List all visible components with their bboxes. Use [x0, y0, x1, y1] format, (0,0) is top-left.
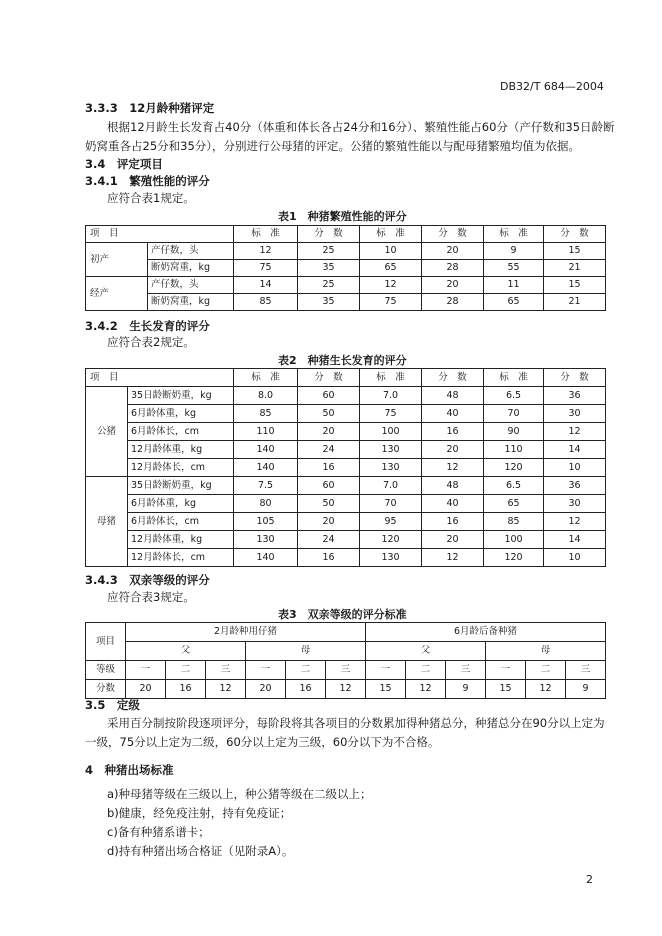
table-cell: 80	[234, 495, 298, 513]
table-cell: 70	[484, 405, 544, 423]
table-cell: 20	[422, 243, 484, 260]
table-header-cell: 分 数	[422, 369, 484, 387]
table-cell: 100	[484, 531, 544, 549]
table-header-cell: 标 准	[234, 369, 298, 387]
table-cell: 16	[298, 459, 360, 477]
page-number: 2	[586, 873, 593, 886]
table-cell: 140	[234, 459, 298, 477]
table-cell: 14	[234, 277, 298, 294]
table-header-cell: 母	[246, 642, 366, 661]
table-cell: 28	[422, 294, 484, 311]
table-cell: 7.0	[360, 477, 422, 495]
section-3-3-3-title: 3.3.3 12月龄种猪评定	[85, 101, 215, 115]
table-cell: 16	[166, 680, 206, 699]
table-cell: 36	[544, 387, 606, 405]
table-row	[86, 513, 606, 531]
table-cell: 10	[544, 459, 606, 477]
table-cell: 65	[360, 260, 422, 277]
table-header-cell: 分 数	[298, 369, 360, 387]
table-header-cell: 父	[366, 642, 486, 661]
table-cell: 65	[484, 294, 544, 311]
table-cell: 10	[544, 549, 606, 567]
section-3-4-2-text: 应符合表2规定。	[107, 335, 195, 349]
table-cell: 48	[422, 477, 484, 495]
item-label: 35日龄断奶重，kg	[128, 477, 234, 495]
table-cell: 15	[486, 680, 526, 699]
table-cell: 130	[360, 459, 422, 477]
table-cell: 12	[422, 549, 484, 567]
list-item: c)备有种猪系谱卡；	[107, 825, 210, 839]
table-row	[86, 459, 606, 477]
table2-growth-development	[85, 368, 606, 567]
table-cell: 9	[566, 680, 606, 699]
table-cell: 140	[234, 549, 298, 567]
item-label: 12月龄体长，cm	[128, 549, 234, 567]
table-cell: 65	[484, 495, 544, 513]
table-header-cell: 父	[126, 642, 246, 661]
item-label: 断奶窝重，kg	[148, 260, 234, 277]
group-label: 公猪	[86, 387, 128, 477]
table-cell: 20	[422, 277, 484, 294]
item-label: 断奶窝重，kg	[148, 294, 234, 311]
table-row	[86, 441, 606, 459]
group-label: 经产	[86, 277, 148, 311]
item-label: 35日龄断奶重，kg	[128, 387, 234, 405]
table-row	[86, 405, 606, 423]
table-cell: 12	[406, 680, 446, 699]
section-4-title: 4 种猪出场标准	[85, 763, 174, 777]
group-label: 母猪	[86, 477, 128, 567]
table-header-cell: 分 数	[298, 226, 360, 243]
table-cell: 12	[526, 680, 566, 699]
table3-parent-row	[86, 642, 606, 661]
table-cell: 12	[422, 459, 484, 477]
table1-caption: 表1 种猪繁殖性能的评分	[278, 210, 407, 223]
table-cell: 30	[544, 495, 606, 513]
table1-header-row	[86, 226, 606, 243]
table-cell: 16	[286, 680, 326, 699]
table-cell: 130	[360, 441, 422, 459]
table-cell: 90	[484, 423, 544, 441]
table-cell: 二	[526, 661, 566, 680]
table-row	[86, 294, 606, 311]
item-label: 6月龄体重，kg	[128, 495, 234, 513]
row-label: 分数	[86, 680, 126, 699]
table-cell: 20	[126, 680, 166, 699]
table-cell: 三	[206, 661, 246, 680]
table-cell: 75	[360, 294, 422, 311]
section-3-5-title: 3.5 定级	[85, 698, 140, 712]
table-row	[86, 531, 606, 549]
table-cell: 21	[544, 294, 606, 311]
table-cell: 75	[360, 405, 422, 423]
table-cell: 25	[298, 277, 360, 294]
table-cell: 9	[484, 243, 544, 260]
table-cell: 120	[484, 459, 544, 477]
table-row	[86, 423, 606, 441]
table-cell: 35	[298, 294, 360, 311]
section-3-3-3-para-line1: 根据12月龄生长发育占40分（体重和体长各占24分和16分）、繁殖性能占60分（产仔数和35日龄断	[107, 120, 615, 134]
table-header-cell: 2月龄种用仔猪	[126, 623, 366, 642]
table-cell: 35	[298, 260, 360, 277]
table-cell: 15	[544, 243, 606, 260]
table-cell: 60	[298, 387, 360, 405]
table-cell: 36	[544, 477, 606, 495]
table-cell: 一	[366, 661, 406, 680]
table-header-cell: 项目	[86, 623, 126, 661]
table-cell: 85	[234, 405, 298, 423]
table-cell: 20	[422, 441, 484, 459]
group-label: 初产	[86, 243, 148, 277]
table-cell: 85	[484, 513, 544, 531]
table-row	[86, 260, 606, 277]
table-cell: 55	[484, 260, 544, 277]
table-header-cell: 标 准	[484, 369, 544, 387]
table-cell: 48	[422, 387, 484, 405]
table3-grade-row	[86, 661, 606, 680]
item-label: 产仔数，头	[148, 277, 234, 294]
table3-group-row	[86, 623, 606, 642]
table-cell: 20	[422, 531, 484, 549]
table-header-cell: 标 准	[360, 369, 422, 387]
table1-breeding-performance	[85, 225, 606, 311]
section-3-4-3-title: 3.4.3 双亲等级的评分	[85, 573, 210, 587]
table-cell: 三	[446, 661, 486, 680]
item-label: 6月龄体重，kg	[128, 405, 234, 423]
table-header-cell: 6月龄后备种猪	[366, 623, 606, 642]
item-label: 12月龄体重，kg	[128, 441, 234, 459]
table-header-cell: 分 数	[544, 226, 606, 243]
table-cell: 120	[484, 549, 544, 567]
list-item: a)种母猪等级在三级以上，种公猪等级在二级以上；	[107, 787, 372, 801]
table-cell: 20	[298, 423, 360, 441]
table-cell: 85	[234, 294, 298, 311]
table-cell: 二	[286, 661, 326, 680]
table2-caption: 表2 种猪生长发育的评分	[278, 354, 407, 367]
table-cell: 一	[486, 661, 526, 680]
section-3-4-3-text: 应符合表3规定。	[107, 590, 195, 604]
section-3-4-1-text: 应符合表1规定。	[107, 191, 195, 205]
table-cell: 12	[544, 513, 606, 531]
table-cell: 11	[484, 277, 544, 294]
table-row	[86, 243, 606, 260]
table-cell: 95	[360, 513, 422, 531]
table-cell: 21	[544, 260, 606, 277]
table-cell: 60	[298, 477, 360, 495]
table-cell: 12	[544, 423, 606, 441]
table-cell: 110	[484, 441, 544, 459]
table-row	[86, 477, 606, 495]
table-cell: 14	[544, 441, 606, 459]
table-cell: 12	[360, 277, 422, 294]
row-label: 等级	[86, 661, 126, 680]
table-cell: 12	[234, 243, 298, 260]
document-code: DB32/T 684—2004	[500, 80, 604, 93]
table-cell: 16	[422, 423, 484, 441]
table-cell: 7.0	[360, 387, 422, 405]
table-cell: 14	[544, 531, 606, 549]
table-cell: 140	[234, 441, 298, 459]
list-item: d)持有种猪出场合格证（见附录A）。	[107, 844, 294, 858]
item-label: 6月龄体长，cm	[128, 423, 234, 441]
table-cell: 24	[298, 531, 360, 549]
table-header-cell: 项 目	[86, 226, 234, 243]
item-label: 12月龄体重，kg	[128, 531, 234, 549]
item-label: 12月龄体长，cm	[128, 459, 234, 477]
table-cell: 二	[166, 661, 206, 680]
table-cell: 15	[544, 277, 606, 294]
list-item: b)健康，经免疫注射，持有免疫证；	[107, 806, 292, 820]
table-cell: 28	[422, 260, 484, 277]
table3-parent-grade	[85, 622, 606, 699]
table-cell: 130	[360, 549, 422, 567]
table-cell: 一	[246, 661, 286, 680]
table-cell: 16	[422, 513, 484, 531]
table-header-cell: 标 准	[484, 226, 544, 243]
table-row	[86, 495, 606, 513]
table-cell: 6.5	[484, 477, 544, 495]
table-cell: 8.0	[234, 387, 298, 405]
section-3-4-title: 3.4 评定项目	[85, 157, 163, 171]
table-cell: 7.5	[234, 477, 298, 495]
section-3-3-3-para-line2: 奶窝重各占25分和35分），分别进行公母猪的评定。公猪的繁殖性能以与配母猪繁殖均值为依据。	[85, 139, 581, 153]
table-cell: 三	[326, 661, 366, 680]
table-cell: 110	[234, 423, 298, 441]
table-row	[86, 277, 606, 294]
table-header-cell: 项 目	[86, 369, 234, 387]
table-cell: 12	[206, 680, 246, 699]
table-cell: 12	[326, 680, 366, 699]
table-cell: 105	[234, 513, 298, 531]
table3-score-row	[86, 680, 606, 699]
table-cell: 50	[298, 495, 360, 513]
table-cell: 130	[234, 531, 298, 549]
table-cell: 6.5	[484, 387, 544, 405]
table-cell: 40	[422, 405, 484, 423]
table-cell: 30	[544, 405, 606, 423]
table-cell: 24	[298, 441, 360, 459]
table-cell: 50	[298, 405, 360, 423]
table-header-cell: 母	[486, 642, 606, 661]
item-label: 6月龄体长，cm	[128, 513, 234, 531]
table-cell: 二	[406, 661, 446, 680]
table-header-cell: 标 准	[360, 226, 422, 243]
table-cell: 一	[126, 661, 166, 680]
table-row	[86, 549, 606, 567]
section-3-4-1-title: 3.4.1 繁殖性能的评分	[85, 174, 210, 188]
table-cell: 120	[360, 531, 422, 549]
table-cell: 75	[234, 260, 298, 277]
section-3-4-2-title: 3.4.2 生长发育的评分	[85, 319, 210, 333]
item-label: 产仔数，头	[148, 243, 234, 260]
table-cell: 10	[360, 243, 422, 260]
table-cell: 16	[298, 549, 360, 567]
table-header-cell: 分 数	[422, 226, 484, 243]
table-cell: 40	[422, 495, 484, 513]
table-cell: 9	[446, 680, 486, 699]
section-3-5-para-line2: 一级，75分以上定为二级，60分以上定为三级，60分以下为不合格。	[85, 735, 440, 749]
table-header-cell: 分 数	[544, 369, 606, 387]
table-row	[86, 387, 606, 405]
table-cell: 三	[566, 661, 606, 680]
table-header-cell: 标 准	[234, 226, 298, 243]
table-cell: 25	[298, 243, 360, 260]
table-cell: 15	[366, 680, 406, 699]
table-cell: 20	[298, 513, 360, 531]
table-cell: 70	[360, 495, 422, 513]
table-cell: 100	[360, 423, 422, 441]
section-3-5-para-line1: 采用百分制按阶段逐项评分，每阶段将其各项目的分数累加得种猪总分，种猪总分在90分以上定为	[107, 716, 605, 730]
table-cell: 20	[246, 680, 286, 699]
table3-caption: 表3 双亲等级的评分标准	[278, 608, 407, 621]
table2-header-row	[86, 369, 606, 387]
